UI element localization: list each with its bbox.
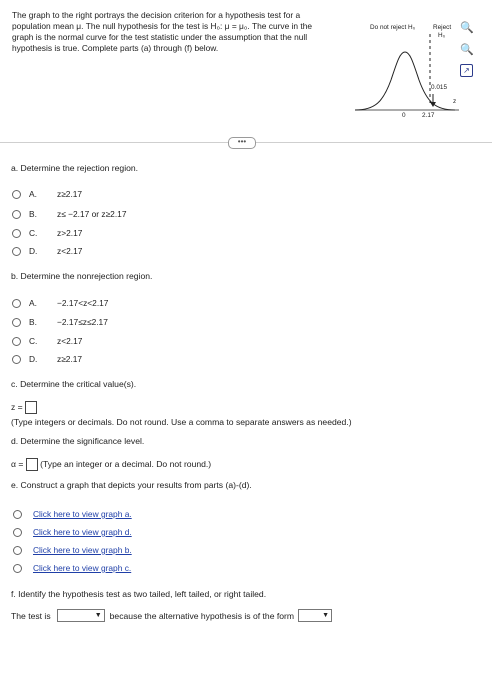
test-type-middle: because the alternative hypothesis is of the form — [109, 610, 295, 621]
part-a-option-b[interactable]: B. z≤ −2.17 or z≥2.17 — [12, 209, 127, 219]
part-c-question: c. Determine the critical value(s). — [11, 379, 137, 389]
significance-input[interactable] — [26, 458, 38, 471]
test-type-prefix: The test is — [11, 610, 51, 621]
area-arrow-head — [430, 102, 436, 107]
graph-option-b[interactable] — [13, 545, 132, 555]
intro-line: The graph to the right portrays the decision criterion for a hypothesis test for a — [12, 10, 301, 20]
do-not-reject-label: Do not reject H₀ — [370, 24, 416, 31]
zoom-in-icon[interactable]: 🔍 — [460, 21, 474, 34]
alternative-form-dropdown[interactable] — [298, 609, 332, 622]
normal-curve-figure — [355, 22, 465, 127]
graph-link-b[interactable]: Click here to view graph b. — [33, 545, 132, 555]
reject-label: Reject — [433, 24, 452, 31]
z-axis-label: z — [453, 98, 457, 105]
zero-label: 0 — [402, 112, 406, 119]
critical-value-input[interactable] — [25, 401, 37, 414]
part-d-note: (Type an integer or a decimal. Do not round.) — [40, 458, 212, 469]
graph-option-d[interactable] — [13, 527, 132, 537]
part-b-option-a[interactable]: A. −2.17<z<2.17 — [12, 298, 108, 308]
radio-button[interactable] — [13, 546, 22, 555]
part-b-option-b[interactable]: B. −2.17≤z≤2.17 — [12, 317, 108, 327]
chevron-down-icon: ▼ — [322, 612, 330, 619]
test-type-row — [11, 609, 332, 622]
expand-button[interactable]: ••• — [228, 137, 256, 149]
part-a-option-d[interactable]: D. z<2.17 — [12, 246, 82, 256]
part-e-question: e. Construct a graph that depicts your results from parts (a)-(d). — [11, 480, 252, 490]
graph-option-a[interactable] — [13, 509, 132, 519]
part-c-note: (Type integers or decimals. Do not round. Use a comma to separate answers as needed.) — [11, 417, 352, 427]
part-f-question: f. Identify the hypothesis test as two tailed, left tailed, or right tailed. — [11, 589, 267, 599]
radio-button[interactable] — [13, 528, 22, 537]
normal-curve — [355, 52, 455, 110]
radio-button[interactable] — [12, 299, 21, 308]
zoom-out-icon[interactable]: 🔍 — [460, 43, 474, 56]
popout-icon[interactable]: ↗ — [460, 64, 473, 77]
part-b-option-c[interactable]: C. z<2.17 — [12, 336, 82, 346]
critical-value-row — [11, 401, 37, 414]
graph-option-c[interactable] — [13, 563, 131, 573]
radio-button[interactable] — [12, 210, 21, 219]
part-d-question: d. Determine the significance level. — [11, 436, 145, 446]
intro-line: population mean μ. The null hypothesis for the test is H₀: μ = μ₀. The curve in the — [12, 21, 313, 31]
radio-button[interactable] — [12, 355, 21, 364]
chevron-down-icon: ▼ — [94, 612, 102, 619]
critical-value-prefix: z = — [11, 401, 23, 412]
radio-button[interactable] — [12, 318, 21, 327]
graph-link-d[interactable]: Click here to view graph d. — [33, 527, 132, 537]
radio-button[interactable] — [12, 229, 21, 238]
critical-value-label: 2.17 — [422, 112, 435, 119]
radio-button[interactable] — [12, 337, 21, 346]
part-a-question: a. Determine the rejection region. — [11, 163, 139, 173]
part-a-option-c[interactable]: C. z>2.17 — [12, 228, 82, 238]
intro-line: graph is the normal curve for the test statistic under the assumption that the null — [12, 32, 308, 42]
significance-prefix: α = — [11, 458, 24, 469]
intro-text — [12, 10, 352, 54]
part-b-option-d[interactable]: D. z≥2.17 — [12, 354, 82, 364]
significance-row — [11, 458, 211, 471]
part-a-option-a[interactable]: A. z≥2.17 — [12, 189, 82, 199]
intro-line: hypothesis is true. Complete parts (a) through (f) below. — [12, 43, 219, 53]
radio-button[interactable] — [12, 190, 21, 199]
normal-curve-svg — [355, 22, 465, 122]
test-type-dropdown[interactable] — [57, 609, 105, 622]
graph-link-a[interactable]: Click here to view graph a. — [33, 509, 132, 519]
radio-button[interactable] — [13, 564, 22, 573]
radio-button[interactable] — [13, 510, 22, 519]
reject-sub-label: H₀ — [438, 32, 446, 39]
area-label: 0.015 — [431, 84, 447, 91]
graph-link-c[interactable]: Click here to view graph c. — [33, 563, 132, 573]
part-b-question: b. Determine the nonrejection region. — [11, 271, 153, 281]
radio-button[interactable] — [12, 247, 21, 256]
